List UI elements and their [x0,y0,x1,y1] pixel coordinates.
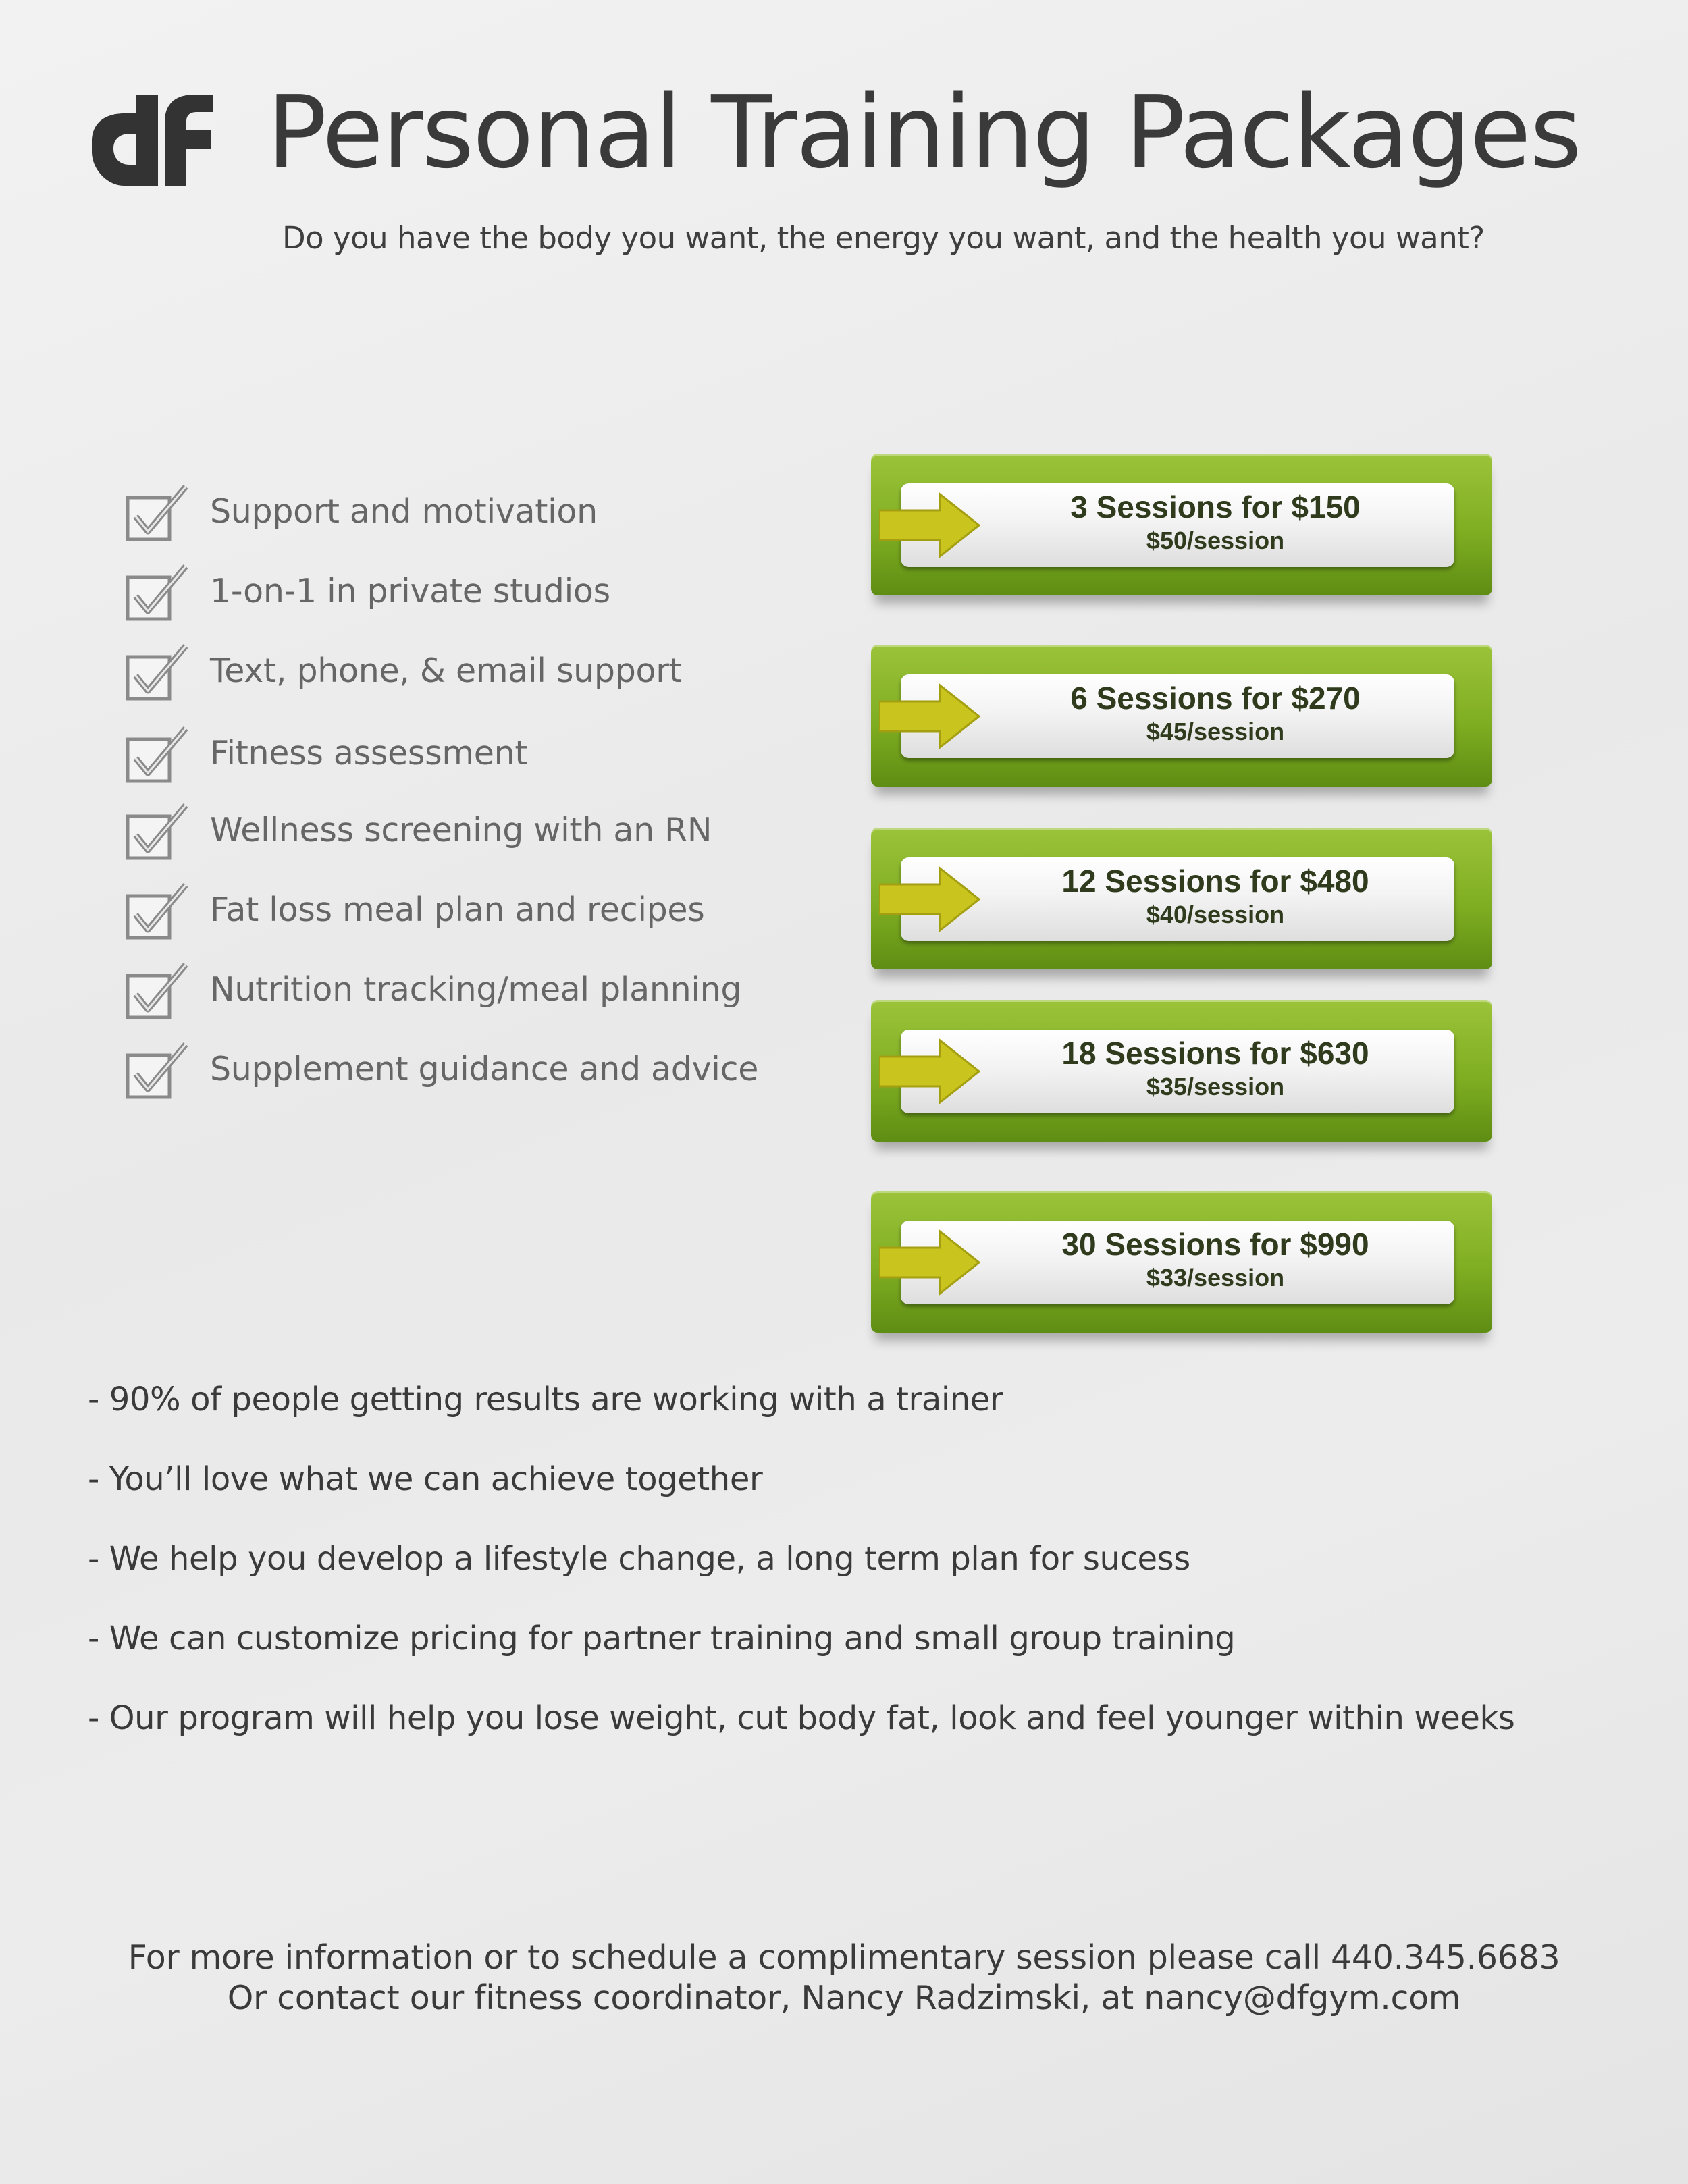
feature-item [125,724,800,792]
feature-item [125,642,800,710]
benefit-item: - We help you develop a lifestyle change, a long term plan for sucess [88,1540,1190,1578]
checkbox-checked-icon [125,801,190,862]
benefit-item: - We can customize pricing for partner training and small group training [88,1620,1236,1657]
contact-line-email: Or contact our fitness coordinator, Nancy Radzimski, at nancy@dfgym.com [227,1979,1461,2017]
contact-line-phone: For more information or to schedule a complimentary session please call 440.345.6683 [128,1938,1560,1977]
benefit-item: - You’ll love what we can achieve together [88,1460,763,1498]
checkbox-checked-icon [125,961,190,1021]
page-title: Personal Training Packages [267,74,1581,190]
package-card-30-sessions[interactable] [871,1191,1492,1333]
package-title: 18 Sessions for $630 [1061,1036,1369,1071]
feature-item [125,881,800,949]
feature-item [125,801,800,869]
feature-label: Wellness screening with an RN [210,811,712,849]
feature-label: Text, phone, & email support [210,651,682,690]
package-card-6-sessions[interactable] [871,645,1492,787]
checkbox-checked-icon [125,562,190,623]
feature-label: Nutrition tracking/meal planning [210,970,742,1009]
package-card-12-sessions[interactable] [871,828,1492,969]
benefit-item: - Our program will help you lose weight, cut body fat, look and feel younger within weeks [88,1699,1515,1737]
package-card-18-sessions[interactable] [871,1000,1492,1142]
checkbox-checked-icon [125,881,190,942]
package-rate: $45/session [1146,718,1285,745]
page-subtitle: Do you have the body you want, the energy you want, and the health you want? [282,220,1485,256]
package-rate: $35/session [1146,1073,1285,1100]
feature-item [125,483,800,550]
contact-footer [0,1938,1688,2019]
package-rate: $33/session [1146,1264,1285,1291]
package-rate: $50/session [1146,527,1285,554]
checkbox-checked-icon [125,1040,190,1101]
package-title: 30 Sessions for $990 [1061,1227,1369,1262]
benefit-item: - 90% of people getting results are working with a trainer [88,1381,1003,1418]
package-card-3-sessions[interactable] [871,454,1492,595]
df-logo-icon [92,95,213,186]
package-title: 6 Sessions for $270 [1070,681,1361,716]
feature-item [125,1040,800,1108]
feature-item [125,562,800,630]
package-rate: $40/session [1146,901,1285,928]
feature-label: 1-on-1 in private studios [210,572,610,610]
feature-label: Fat loss meal plan and recipes [210,890,705,929]
checkbox-checked-icon [125,724,190,785]
feature-label: Fitness assessment [210,734,528,772]
feature-label: Supplement guidance and advice [210,1050,759,1088]
package-title: 3 Sessions for $150 [1070,489,1361,525]
package-title: 12 Sessions for $480 [1061,863,1369,899]
feature-item [125,961,800,1028]
feature-label: Support and motivation [210,492,598,531]
checkbox-checked-icon [125,642,190,703]
checkbox-checked-icon [125,483,190,543]
